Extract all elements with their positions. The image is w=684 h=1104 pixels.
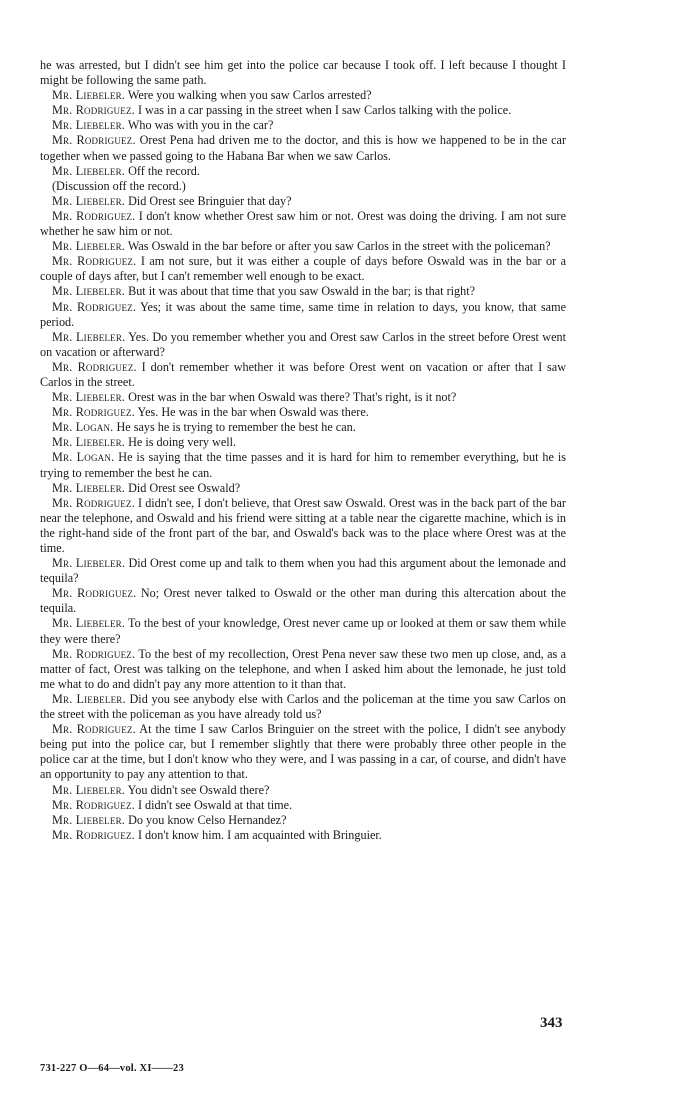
paragraph-text: Who was with you in the car? [127,118,274,133]
speaker-name: Mr. Rodriguez. [52,586,137,601]
testimony-paragraph [40,783,566,798]
testimony-paragraph [40,103,566,118]
paragraph-text: Off the record. [128,163,200,178]
testimony-body [40,58,566,843]
testimony-paragraph [40,420,566,435]
speaker-name: Mr. Rodriguez. [52,359,137,374]
testimony-paragraph [40,330,566,360]
paragraph-text: Orest Pena had driven me to the doctor, and this is how we happened to be in the car together when we passed going to the Habana Bar when we saw Carlos. [40,133,567,163]
paragraph-text: Was Oswald in the bar before or after you saw Carlos in the street with the policeman? [127,239,551,254]
testimony-paragraph [40,360,566,390]
paragraph-text: Do you know Celso Hernandez? [128,812,287,827]
testimony-paragraph [40,450,566,480]
paragraph-text: Yes; it was about the same time, same time in relation to days, you know, that same period. [40,299,566,329]
testimony-paragraph [40,300,566,330]
speaker-name: Mr. Liebeler. [52,616,126,631]
testimony-paragraph [40,58,566,88]
testimony-paragraph [40,496,566,556]
speaker-name: Mr. Liebeler. [52,691,126,706]
paragraph-text: I was in a car passing in the street when I saw Carlos talking with the police. [137,103,512,118]
testimony-paragraph [40,390,566,405]
paragraph-text: I didn't see Oswald at that time. [137,797,293,812]
paragraph-text: I don't remember whether it was before Orest went on vacation or after that I saw Carlos in the street. [40,359,566,389]
paragraph-text: I am not sure, but it was either a couple of days before Oswald was in the bar or a couple of days after, but I can't remember well enough to be exact. [40,254,567,284]
paragraph-text: To the best of your knowledge, Orest never came up or looked at them or saw them while they were there? [40,616,566,646]
page-number: 343 [540,1015,563,1031]
testimony-paragraph [40,435,566,450]
speaker-name: Mr. Liebeler. [52,284,126,299]
speaker-name: Mr. Liebeler. [52,193,126,208]
paragraph-text: At the time I saw Carlos Bringuier on the street with the police, I didn't see anybody being put into the police car, but I remember slightly that there were probably three other people in the police car at the time, but I don't know who they were, and I was passing in a car, of course, and didn't have an opportunity to pay any attention to that. [40,722,566,782]
speaker-name: Mr. Liebeler. [52,435,126,450]
paragraph-text: he was arrested, but I didn't see him get into the police car because I took off. I left because I thought I might be following the same path. [40,58,566,88]
testimony-paragraph [40,194,566,209]
speaker-name: Mr. Rodriguez. [52,103,135,118]
paragraph-text: I don't know whether Orest saw him or not. Orest was doing the driving. I am not sure whether he saw him or not. [40,208,567,239]
speaker-name: Mr. Liebeler. [52,329,126,344]
testimony-paragraph [40,254,566,284]
speaker-name: Mr. Liebeler. [52,118,126,133]
testimony-paragraph [40,405,566,420]
paragraph-text: Yes. He was in the bar when Oswald was there. [137,405,369,420]
speaker-name: Mr. Rodriguez. [52,646,136,661]
speaker-name: Mr. Liebeler. [52,88,126,103]
testimony-paragraph [40,813,566,828]
paragraph-text: He says he is trying to remember the best he can. [116,420,356,435]
paragraph-text: Did you see anybody else with Carlos and the policeman at the time you saw Carlos on the street with the policeman as you have already told us? [40,691,566,722]
speaker-name: Mr. Rodriguez. [52,495,135,510]
paragraph-text: Did Orest come up and talk to them when you had this argument about the lemonade and tequila? [40,556,566,586]
testimony-paragraph [40,798,566,813]
speaker-name: Mr. Rodriguez. [52,133,136,148]
paragraph-text: He is saying that the time passes and it is hard for him to remember everything, but he is trying to remember the best he can. [40,450,566,480]
print-code: 731-227 O—64—vol. XI——23 [40,1063,184,1074]
testimony-paragraph [40,209,566,239]
paragraph-text: But it was about that time that you saw Oswald in the bar; is that right? [128,284,476,299]
testimony-paragraph [40,586,566,616]
speaker-name: Mr. Rodriguez. [52,827,135,842]
testimony-paragraph [40,481,566,496]
testimony-paragraph [40,164,566,179]
speaker-name: Mr. Rodriguez. [52,299,137,314]
testimony-paragraph [40,284,566,299]
paragraph-text: Did Orest see Oswald? [128,480,241,495]
speaker-name: Mr. Liebeler. [52,782,126,797]
speaker-name: Mr. Logan. [52,420,114,435]
testimony-paragraph [40,239,566,254]
paragraph-text: You didn't see Oswald there? [127,782,270,797]
speaker-name: Mr. Rodriguez. [52,405,135,420]
paragraph-text: To the best of my recollection, Orest Pena never saw these two men up close, and, as a matter of fact, Orest was talking on the telephone, and when I asked him about the lemonade, he just told me what to do and didn't pay any more attention to it than that. [40,646,567,691]
testimony-paragraph [40,722,566,782]
testimony-paragraph [40,828,566,843]
paragraph-text: No; Orest never talked to Oswald or the other man during this altercation about the tequila. [40,586,566,616]
testimony-paragraph [40,692,566,722]
testimony-paragraph [40,647,566,692]
speaker-name: Mr. Liebeler. [52,390,126,405]
speaker-name: Mr. Logan. [52,450,115,465]
testimony-paragraph [40,118,566,133]
paragraph-text: Yes. Do you remember whether you and Orest saw Carlos in the street before Orest went on vacation or afterward? [40,329,566,359]
paragraph-text: Orest was in the bar when Oswald was there? That's right, is it not? [128,390,457,405]
testimony-paragraph [40,88,566,103]
testimony-paragraph [40,179,566,194]
testimony-paragraph [40,556,566,586]
paragraph-text: He is doing very well. [128,435,237,450]
speaker-name: Mr. Liebeler. [52,556,126,571]
speaker-name: Mr. Rodriguez. [52,208,136,223]
paragraph-text: I didn't see, I don't believe, that Orest saw Oswald. Orest was in the back part of the bar near the telephone, and Oswald and his friend were sitting at a table near the cigarette machine, which is in the right-hand side of the front part of the bar, and Oswald's back was to the place where Orest was at the time. [40,495,566,555]
speaker-name: Mr. Liebeler. [52,163,126,178]
paragraph-text: Did Orest see Bringuier that day? [128,193,292,208]
speaker-name: Mr. Liebeler. [52,480,126,495]
speaker-name: Mr. Liebeler. [52,239,126,254]
paragraph-text: Were you walking when you saw Carlos arrested? [127,88,372,103]
testimony-paragraph [40,133,566,163]
speaker-name: Mr. Rodriguez. [52,254,137,269]
testimony-paragraph [40,616,566,646]
speaker-name: Mr. Rodriguez. [52,797,135,812]
paragraph-text: (Discussion off the record.) [52,178,186,193]
speaker-name: Mr. Rodriguez. [52,722,136,737]
paragraph-text: I don't know him. I am acquainted with Bringuier. [137,827,382,842]
speaker-name: Mr. Liebeler. [52,812,126,827]
